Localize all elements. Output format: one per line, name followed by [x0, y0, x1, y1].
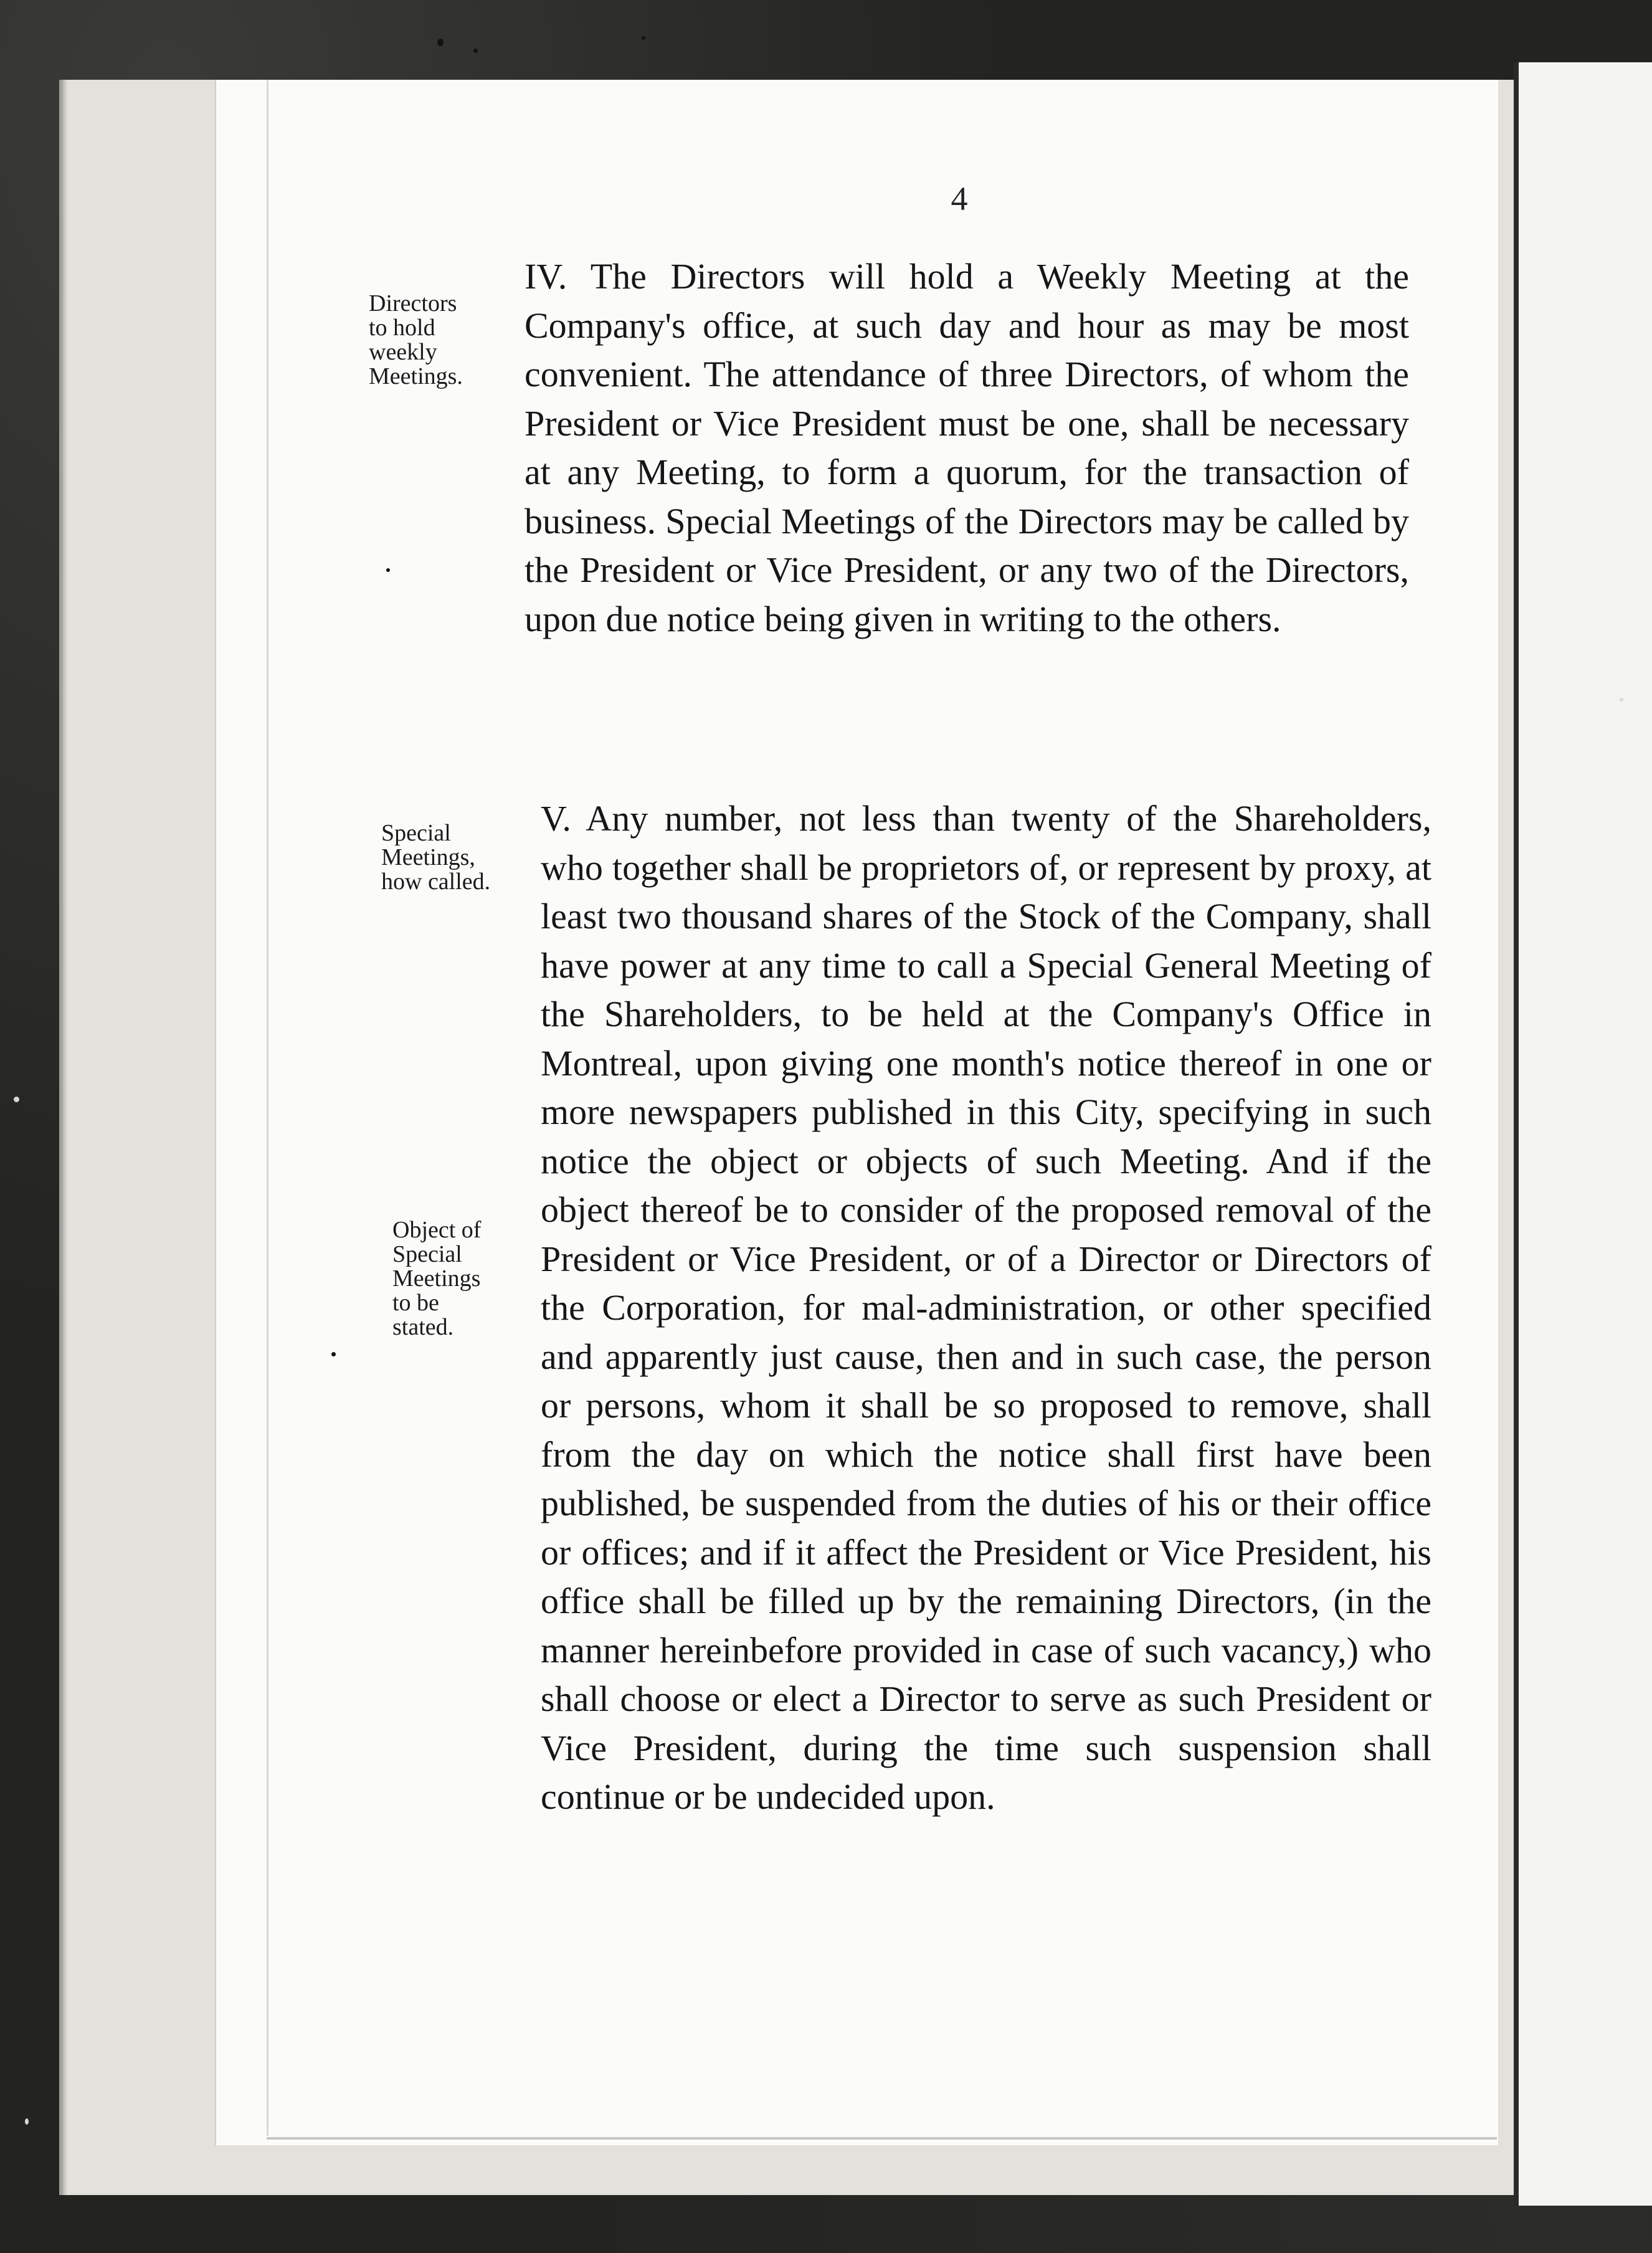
- board-edge-shadow: [59, 80, 68, 2195]
- scan-speck: [642, 36, 645, 40]
- page-bottom-edge: [267, 2137, 1497, 2140]
- scan-dust: [25, 2118, 29, 2125]
- paragraph-v: V. Any number, not less than twenty of the Shareholders, who together shall be proprietors of, or represent by proxy, at least two thousand shares of the Stock of the Company, shall have power at any time to call a Special General Meeting of the Shareholders, to be held at the Company's Office in Montreal, upon giving one month's notice thereof in one or more newspapers published in this City, specifying in such notice the object or objects of such Meeting. And if the object thereof be to consider of the proposed removal of the President or Vice President, or of a Director or Directors of the Corporation, for mal-administration, or other specified and apparently just cause, then and in such case, the person or persons, whom it shall be so proposed to remove, shall from the day on which the notice shall first have been published, be suspended from the duties of his or their office or offices; and if it affect the President or Vice President, his office shall be filled up by the remaining Directors, (in the manner hereinbefore provided in case of such vacancy,) who shall choose or elect a Director to serve as such President or Vice President, during the time such suspension shall continue or be undecided upon.: [541, 798, 1431, 1817]
- margin-note-special-meetings: Special Meetings, how called.: [381, 820, 491, 895]
- scan-speck: [386, 568, 390, 572]
- margin-note-weekly-meetings: Directors to hold weekly Meetings.: [369, 290, 463, 389]
- paragraph-iv: IV. The Directors will hold a Weekly Meeting at the Company's office, at such day and hour as may be most convenient. The attendance of three Directors, of whom the President or Vice President must be one, shall be necessary at any Meeting, to form a quorum, for the transaction of business. Special Meetings of the Directors may be called by the President or Vice President, or any two of the Directors, upon due notice being given in writing to the others.: [525, 256, 1409, 639]
- page-number: 4: [951, 180, 968, 217]
- scan-speck: [331, 1352, 336, 1356]
- margin-note-object-stated: Object of Special Meetings to be stated.: [392, 1217, 482, 1340]
- scan-dust: [14, 1097, 19, 1102]
- page-fold-line: [267, 80, 268, 2136]
- scan-speck: [437, 39, 444, 46]
- scan-dust: [1620, 698, 1623, 702]
- facing-page-edge: [1514, 62, 1652, 2206]
- scan-speck: [473, 49, 478, 53]
